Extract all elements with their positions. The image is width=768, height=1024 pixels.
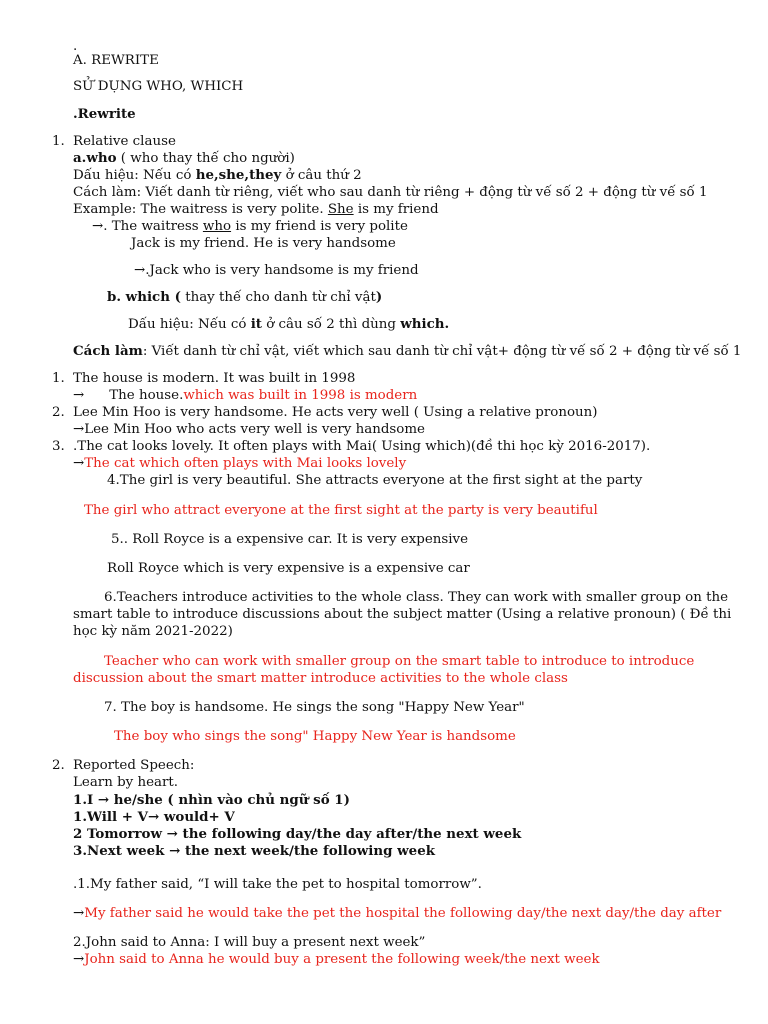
list-number: 1. [52,371,65,386]
rule-1: 1.I → he/she ( nhìn vào chủ ngữ số 1) [73,792,350,808]
answer-red: John said to Anna he would buy a present the following week/the next week [84,952,600,967]
exercise-4-answer: The girl who attract everyone at the first sight at the party is very beautiful [84,503,598,518]
reported-2-question: 2.John said to Anna: I will buy a present next week” [73,935,426,950]
text-span: is my friend is very polite [231,219,408,234]
which-method-line [73,343,741,360]
exercise-2-answer: →Lee Min Hoo who acts very well is very handsome [73,422,425,437]
stray-dot: . [73,39,78,54]
who-method-line: Cách làm: Viết danh từ riêng, viết who sau danh từ riêng + động từ vế số 2 + động từ vế số 1 [73,185,708,200]
heading-who-which: SỬ DỤNG WHO, WHICH [73,79,244,94]
exercise-2-question: Lee Min Hoo is very handsome. He acts very well ( Using a relative pronoun) [73,405,598,420]
text-span: ) [375,289,383,305]
list-number: 3. [52,439,65,454]
rule-4: 3.Next week → the next week/the following week [73,843,435,859]
which-rule-line [107,289,382,306]
answer-red: which was built in 1998 is modern [183,388,418,403]
text-span: ở câu số 2 thì dùng [261,317,401,332]
learn-by-heart: Learn by heart. [73,775,179,790]
answer-red: My father said he would take the pet the hospital the following day/the next day/the day after [84,906,722,921]
arrow: → [73,952,85,967]
reported-2-answer [73,951,600,968]
pronouns-bold: he,she,they [195,167,282,183]
example-answer-line [92,218,408,235]
list-number: 2. [52,758,65,773]
arrow: → [73,456,85,471]
which-sign-line [128,316,449,333]
list-number: 1. [52,134,65,149]
rule-2: 1.Will + V→ would+ V [73,809,235,825]
text-span: : Viết danh từ chỉ vật, viết which sau danh từ chỉ vật+ động từ vế số 2 + động từ vế số 1 [142,344,742,359]
heading-rewrite: .Rewrite [73,106,136,122]
exercise-7-question: 7. The boy is handsome. He sings the song "Happy New Year" [104,700,525,715]
text-span: ở câu thứ 2 [281,168,362,183]
exercise-6-answer-line1: Teacher who can work with smaller group on the smart table to introduce to introduce [104,654,695,669]
underlined-word: She [327,202,354,217]
exercise-5-question: 5.. Roll Royce is a expensive car. It is very expensive [111,532,469,547]
which-label: b. which ( [107,289,181,305]
method-label: Cách làm [73,343,143,359]
who-label: a.who [73,150,117,166]
who-rule-line [73,150,295,167]
exercise-6-question-line3: học kỳ năm 2021-2022) [73,624,233,639]
answer-red: The cat which often plays with Mai looks lovely [84,456,407,471]
which-bold: which. [400,316,450,332]
rule-3: 2 Tomorrow → the following day/the day after/the next week [73,826,522,842]
text-span: →. The waitress [92,219,203,234]
list-number: 2. [52,405,65,420]
text-span: Dấu hiệu: Nếu có [128,317,251,332]
underlined-word: who [202,219,232,234]
text-span: The house. [109,388,184,403]
text-span: is my friend [353,202,439,217]
example-2-answer: →.Jack who is very handsome is my friend [134,263,419,278]
exercise-3-answer [73,455,406,472]
exercise-3-question: .The cat looks lovely. It often plays with Mai( Using which)(đề thi học kỳ 2016-2017). [73,439,651,454]
reported-1-question: .1.My father said, “I will take the pet to hospital tomorrow”. [73,877,482,892]
who-desc: ( who thay thế cho người) [116,151,295,166]
exercise-4-question: 4.The girl is very beautiful. She attracts everyone at the first sight at the party [107,473,643,488]
exercise-1-answer [73,387,417,404]
example-2-question: Jack is my friend. He is very handsome [131,236,396,251]
text-span: Example: The waitress is very polite. [73,202,328,217]
section-title-relative-clause: Relative clause [73,134,176,149]
it-bold: it [250,316,262,332]
exercise-6-question-line2: smart table to introduce discussions about the subject matter (Using a relative pronoun) ( Đề thi [73,607,732,622]
arrow: → [73,906,85,921]
exercise-1-question: The house is modern. It was built in 1998 [73,371,356,386]
section-title-reported-speech: Reported Speech: [73,758,195,773]
exercise-7-answer: The boy who sings the song" Happy New Year is handsome [114,729,516,744]
which-desc: thay thế cho danh từ chỉ vật [180,290,376,305]
heading-rewrite-a: A. REWRITE [73,53,159,68]
reported-1-answer [73,905,721,922]
arrow: → [73,388,85,403]
exercise-5-answer: Roll Royce which is very expensive is a expensive car [107,561,470,576]
who-example-line [73,201,439,218]
text-span: Dấu hiệu: Nếu có [73,168,196,183]
exercise-6-answer-line2: discussion about the smart matter introduce activities to the whole class [73,671,568,686]
exercise-6-question-line1: 6.Teachers introduce activities to the whole class. They can work with smaller group on the [104,590,729,605]
who-sign-line [73,167,362,184]
